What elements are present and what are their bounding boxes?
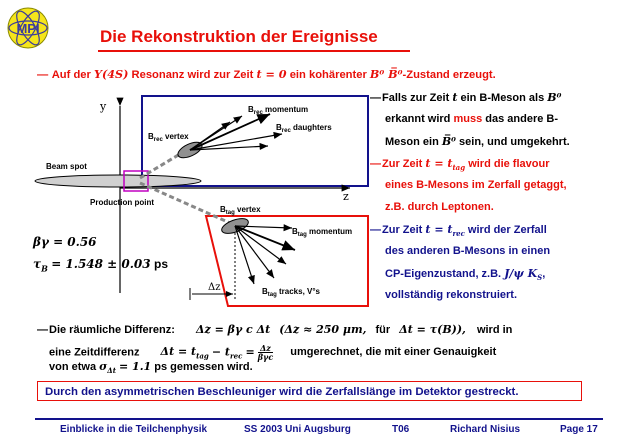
- conclusion-text: Durch den asymmetrischen Beschleuniger wird die Zerfallslänge im Detektor gestreckt.: [45, 386, 519, 398]
- right-p2-l2: eines B-Mesons im Zerfall getaggt,: [385, 179, 567, 191]
- bottom-l3: von etwa $\sigma_{\Delta t} = 1.1$ ps gemessen wird.: [49, 360, 253, 376]
- tag-tracks-label: $B_{tag}$ tracks, V°s: [262, 287, 321, 298]
- tau-param: $\tau_B = 1.548 \pm 0.03$ ps: [33, 257, 168, 274]
- right-p3-l3: CP-Eigenzustand, z.B. J/ψ $K_S$,: [385, 267, 546, 283]
- rec-momentum-arrow: [190, 114, 270, 150]
- right-p1-l2: erkannt wird muss das andere B-: [385, 113, 559, 125]
- footer-page: Page 17: [560, 424, 598, 435]
- bottom-l2: eine Zeitdifferenz $\Delta t = t_{tag} - t_{rec}$ = Δz βγc umgerechnet, die mit einer Genauigkeit: [49, 343, 497, 362]
- dz-label: Δz: [208, 282, 221, 293]
- beam-spot-label: Beam spot: [46, 162, 87, 171]
- footer-course: Einblicke in die Teilchenphysik: [60, 424, 208, 435]
- right-p3-l4: vollständig rekonstruiert.: [385, 289, 518, 301]
- tag-momentum-label: $B_{tag}$ momentum: [292, 227, 353, 238]
- rec-vertex-label: $B_{rec}$ vertex: [148, 132, 189, 143]
- betagamma-param: βγ = 0.56: [33, 235, 97, 249]
- mpi-logo: [6, 6, 50, 50]
- beam-spot-ellipse: [35, 175, 201, 187]
- title-underline: [98, 50, 410, 52]
- footer-term: SS 2003 Uni Augsburg: [244, 424, 351, 435]
- right-p3-l1: —Zur Zeit $t = t_{rec}$ wird der Zerfall: [370, 223, 547, 239]
- event-diagram: [30, 88, 370, 308]
- right-p3-l2: des anderen B-Mesons in einen: [385, 245, 551, 257]
- tag-vertex-label: $B_{tag}$ vertex: [220, 205, 261, 216]
- right-p1-l1: —Falls zur Zeit t ein B-Meson als B⁰: [370, 91, 562, 104]
- right-p1-l3: Meson ein B̅⁰ sein, und umgekehrt.: [385, 135, 570, 148]
- rec-daughters-label: $B_{rec}$ daughters: [276, 123, 332, 134]
- footer-author: Richard Nisius: [450, 424, 521, 435]
- page-title: Die Rekonstruktion der Ereignisse: [100, 27, 378, 46]
- right-p2-l3: z.B. durch Leptonen.: [385, 201, 494, 213]
- rec-momentum-label: $B_{rec}$ momentum: [248, 105, 309, 116]
- intro-line: — Auf der Υ(4S) Resonanz wird zur Zeit t = 0 ein kohärenter B⁰ B̅⁰-Zustand erzeugt.: [37, 67, 496, 81]
- fraction: Δz βγc: [257, 343, 274, 362]
- production-point-label: Production point: [90, 198, 154, 207]
- bottom-l1: —Die räumliche Differenz: Δz = βγ c Δt (Δz ≈ 250 μm, für Δt = τ(B)), wird in: [37, 323, 513, 336]
- y-axis-label: y: [100, 100, 107, 113]
- z-axis-label: z: [343, 190, 349, 203]
- footer-code: T06: [392, 424, 410, 435]
- logo-text: MPI: [16, 21, 40, 36]
- footer-rule: [35, 418, 603, 420]
- right-p2-l1: —Zur Zeit $t = t_{tag}$ wird die flavour: [370, 157, 550, 173]
